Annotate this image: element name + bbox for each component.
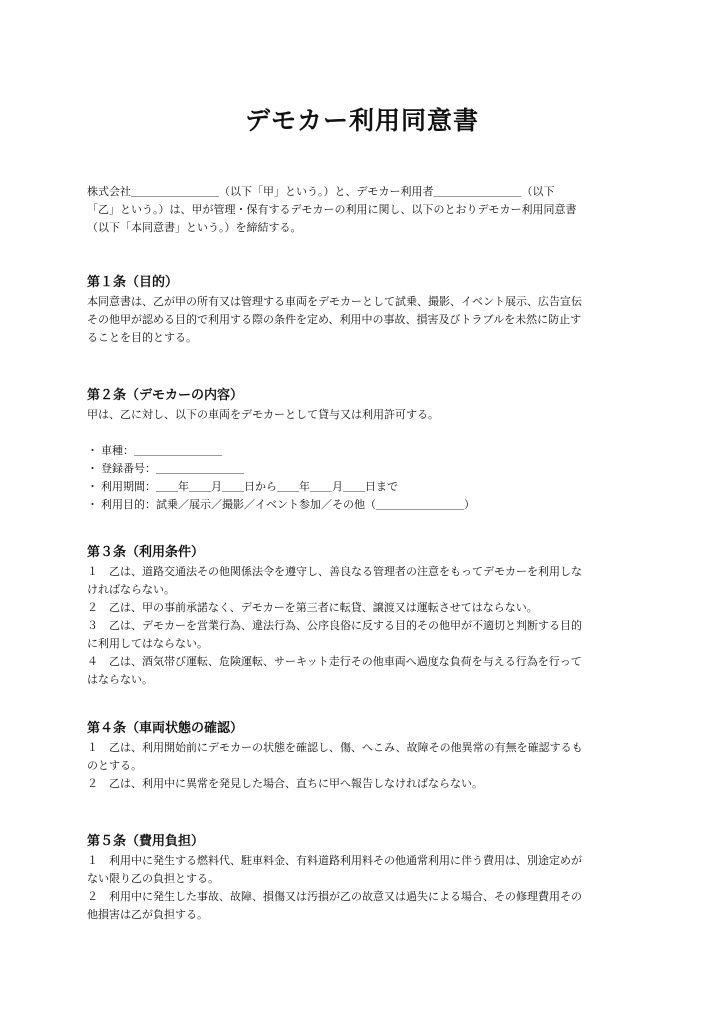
bullet-icon: ・ <box>87 444 98 457</box>
list-item-text: 利用期間：＿＿年＿＿月＿＿日から＿＿年＿＿月＿＿日まで <box>101 480 398 493</box>
article-heading: 第３条（利用条件） <box>87 545 205 560</box>
article-line: ３ 乙は、デモカーを営業行為、違法行為、公序良俗に反する目的その他甲が不適切と判断する目的 <box>87 619 582 632</box>
article-heading: 第２条（デモカーの内容） <box>87 388 244 403</box>
list-item-text: 利用目的：試乗／展示／撮影／イベント参加／その他（＿＿＿＿＿＿＿＿） <box>101 498 475 511</box>
article-line: ２ 乙は、利用中に異常を発見した場合、直ちに甲へ報告しなければならない。 <box>87 777 483 790</box>
preamble-line: 株式会社＿＿＿＿＿＿＿＿（以下「甲」という。）と、デモカー利用者＿＿＿＿＿＿＿＿（以下 <box>87 185 555 198</box>
bullet-icon: ・ <box>87 462 98 475</box>
article-line: ない限り乙の負担とする。 <box>87 872 219 885</box>
article-line: 甲は、乙に対し、以下の車両をデモカーとして貸与又は利用許可する。 <box>87 408 439 421</box>
article-line: 本同意書は、乙が甲の所有又は管理する車両をデモカーとして試乗、撮影、イベント展示、広告宣伝 <box>87 295 582 308</box>
article-2 <box>87 386 647 514</box>
article-line: ければならない。 <box>87 583 175 596</box>
article-3 <box>87 543 647 689</box>
article-line: ２ 乙は、甲の事前承諾なく、デモカーを第三者に転貸、譲渡又は運転させてはならない。 <box>87 601 538 614</box>
article-5 <box>87 832 647 924</box>
article-line: ２ 利用中に発生した事故、故障、損傷又は汚損が乙の故意又は過失による場合、その修理費用その <box>87 890 582 903</box>
article-line: ４ 乙は、酒気帯び運転、危険運転、サーキット走行その他車両へ過度な負荷を与える行為を行って <box>87 655 582 668</box>
article-line: のとする。 <box>87 759 142 772</box>
article-heading: 第１条（目的） <box>87 275 179 290</box>
preamble-line: （以下「本同意書」という。）を締結する。 <box>87 221 302 234</box>
article-line: その他甲が認める目的で利用する際の条件を定め、利用中の事故、損害及びトラブルを未然に防止す <box>87 313 582 326</box>
article-heading: 第５条（費用負担） <box>87 834 205 849</box>
article-line: に利用してはならない。 <box>87 637 208 650</box>
bullet-icon: ・ <box>87 498 98 511</box>
list-item <box>87 496 647 514</box>
list-item <box>87 478 647 496</box>
list-item <box>87 460 647 478</box>
article-line: 他損害は乙が負担する。 <box>87 908 208 921</box>
list-item-text: 登録番号：＿＿＿＿＿＿＿＿ <box>101 462 244 475</box>
article-1 <box>87 273 647 347</box>
bullet-icon: ・ <box>87 480 98 493</box>
article-line: はならない。 <box>87 673 153 686</box>
article-heading: 第４条（車両状態の確認） <box>87 721 244 736</box>
preamble-line: 「乙」という。）は、甲が管理・保有するデモカーの利用に関し、以下のとおりデモカー利用同意書 <box>87 203 577 216</box>
document-title: デモカー利用同意書 <box>244 106 479 135</box>
list-item <box>87 442 647 460</box>
list-item-text: 車種：＿＿＿＿＿＿＿＿ <box>101 444 222 457</box>
article-line: １ 利用中に発生する燃料代、駐車料金、有料道路利用料その他通常利用に伴う費用は、別途定めが <box>87 854 582 867</box>
article-line: １ 乙は、道路交通法その他関係法令を遵守し、善良なる管理者の注意をもってデモカーを利用しな <box>87 565 582 578</box>
article-line: ることを目的とする。 <box>87 331 197 344</box>
article-line: １ 乙は、利用開始前にデモカーの状態を確認し、傷、へこみ、故障その他異常の有無を確認するも <box>87 741 583 754</box>
article-4 <box>87 719 647 793</box>
preamble <box>87 183 647 237</box>
vehicle-details-list <box>87 442 647 514</box>
